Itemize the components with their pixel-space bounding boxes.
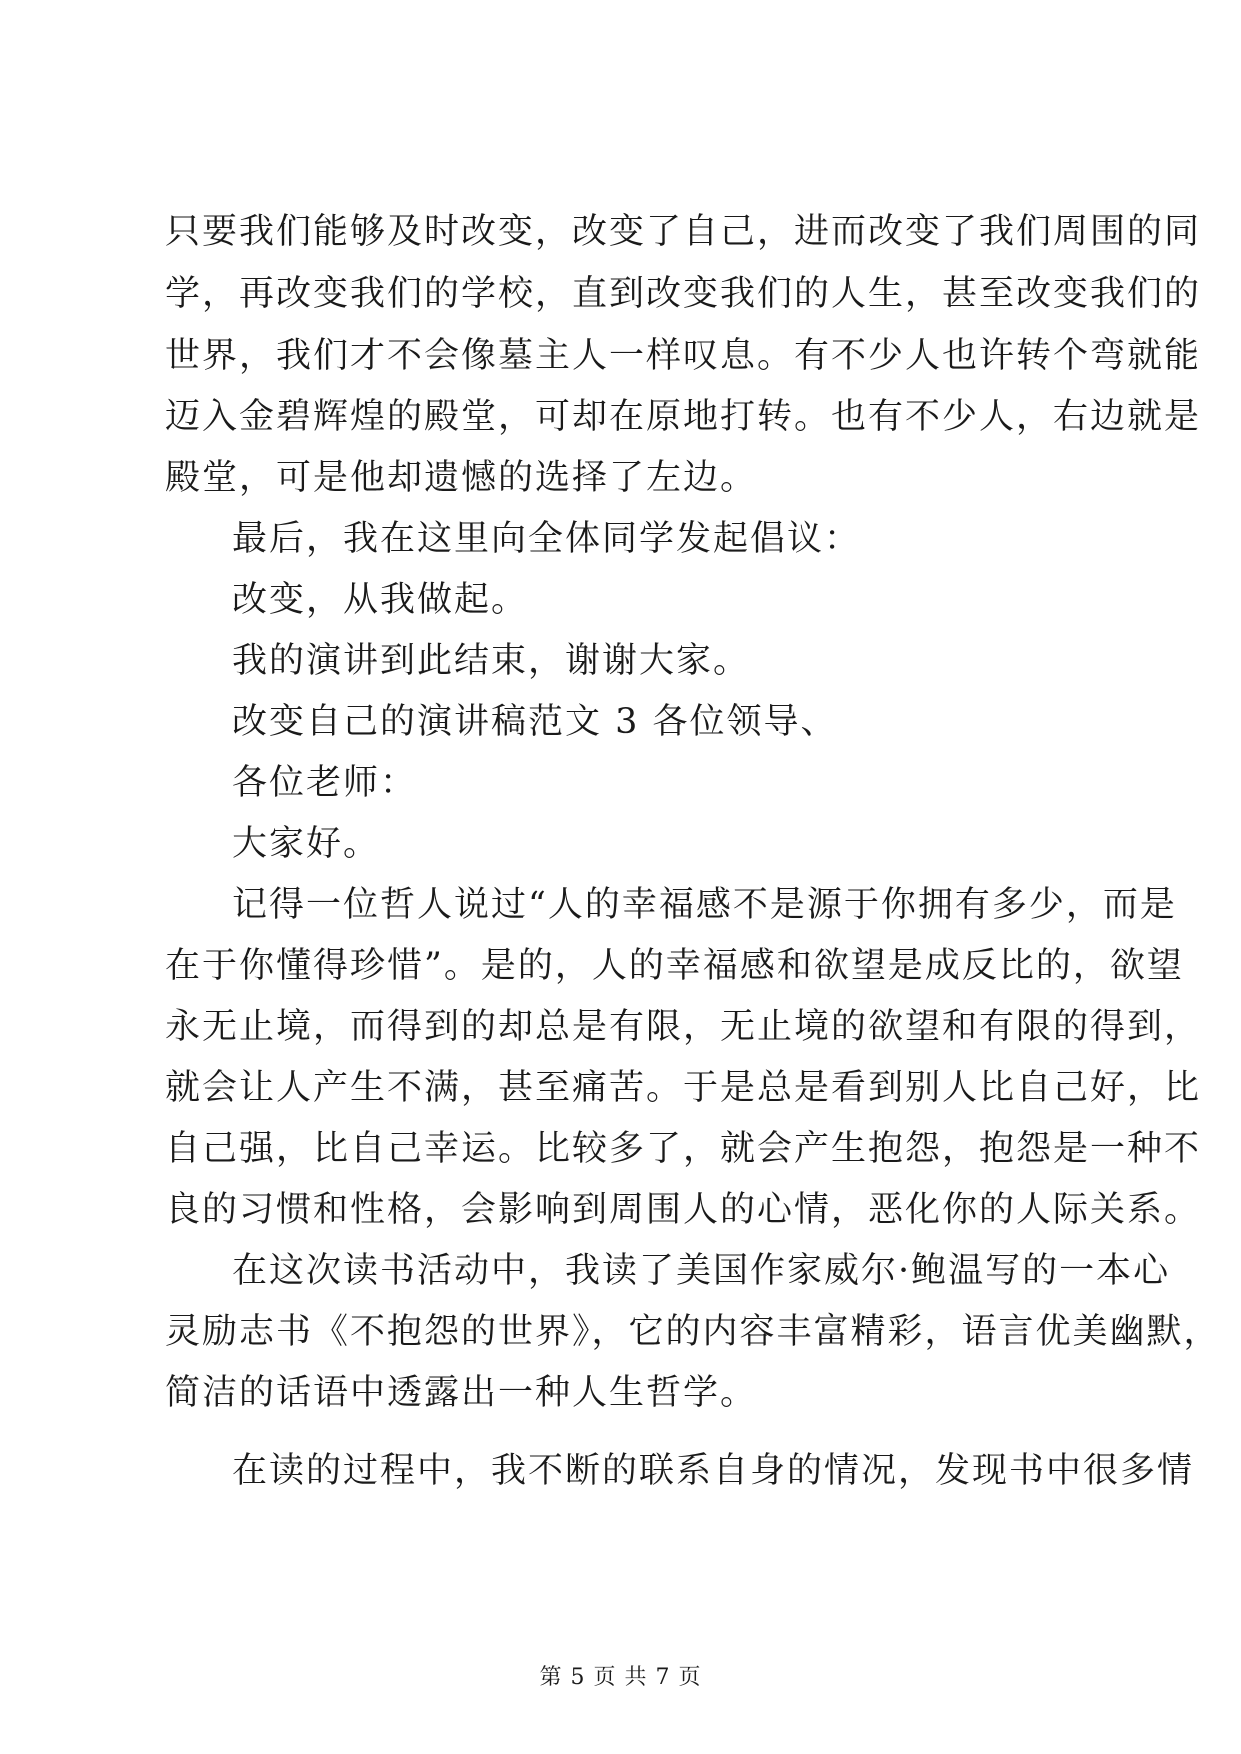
- text-line-19: 灵励志书《不抱怨的世界》，它的内容丰富精彩，语言优美幽默，: [165, 1312, 1221, 1352]
- text-line-7: 改变，从我做起。: [232, 580, 529, 620]
- text-line-8: 我的演讲到此结束，谢谢大家。: [232, 641, 751, 681]
- text-line-9: 改变自己的演讲稿范文 3 各位领导、: [232, 702, 838, 742]
- text-line-21: 在读的过程中，我不断的联系自身的情况，发现书中很多情: [232, 1451, 1195, 1491]
- text-line-18: 在这次读书活动中，我读了美国作家威尔·鲍温写的一本心: [232, 1251, 1171, 1291]
- text-line-16: 自己强，比自己幸运。比较多了，就会产生抱怨，抱怨是一种不: [165, 1129, 1202, 1169]
- text-line-17: 良的习惯和性格，会影响到周围人的心情，恶化你的人际关系。: [165, 1190, 1202, 1230]
- text-line-10: 各位老师：: [232, 763, 418, 803]
- text-line-20: 简洁的话语中透露出一种人生哲学。: [165, 1373, 758, 1413]
- text-line-11: 大家好。: [232, 824, 381, 864]
- text-line-1: 只要我们能够及时改变，改变了自己，进而改变了我们周围的同: [165, 212, 1202, 252]
- text-line-13: 在于你懂得珍惜”。是的，人的幸福感和欲望是成反比的，欲望: [165, 946, 1184, 986]
- text-line-14: 永无止境，而得到的却总是有限，无止境的欲望和有限的得到，: [165, 1007, 1202, 1047]
- text-line-5: 殿堂，可是他却遗憾的选择了左边。: [165, 458, 758, 498]
- text-line-3: 世界，我们才不会像墓主人一样叹息。有不少人也许转个弯就能: [165, 336, 1202, 376]
- text-line-2: 学，再改变我们的学校，直到改变我们的人生，甚至改变我们的: [165, 274, 1202, 314]
- text-line-12: 记得一位哲人说过“人的幸福感不是源于你拥有多少，而是: [232, 885, 1177, 925]
- text-line-6: 最后，我在这里向全体同学发起倡议：: [232, 519, 862, 559]
- text-line-4: 迈入金碧辉煌的殿堂，可却在原地打转。也有不少人，右边就是: [165, 397, 1202, 437]
- text-line-15: 就会让人产生不满，甚至痛苦。于是总是看到别人比自己好，比: [165, 1068, 1202, 1108]
- page-footer: 第 5 页 共 7 页: [539, 1665, 702, 1690]
